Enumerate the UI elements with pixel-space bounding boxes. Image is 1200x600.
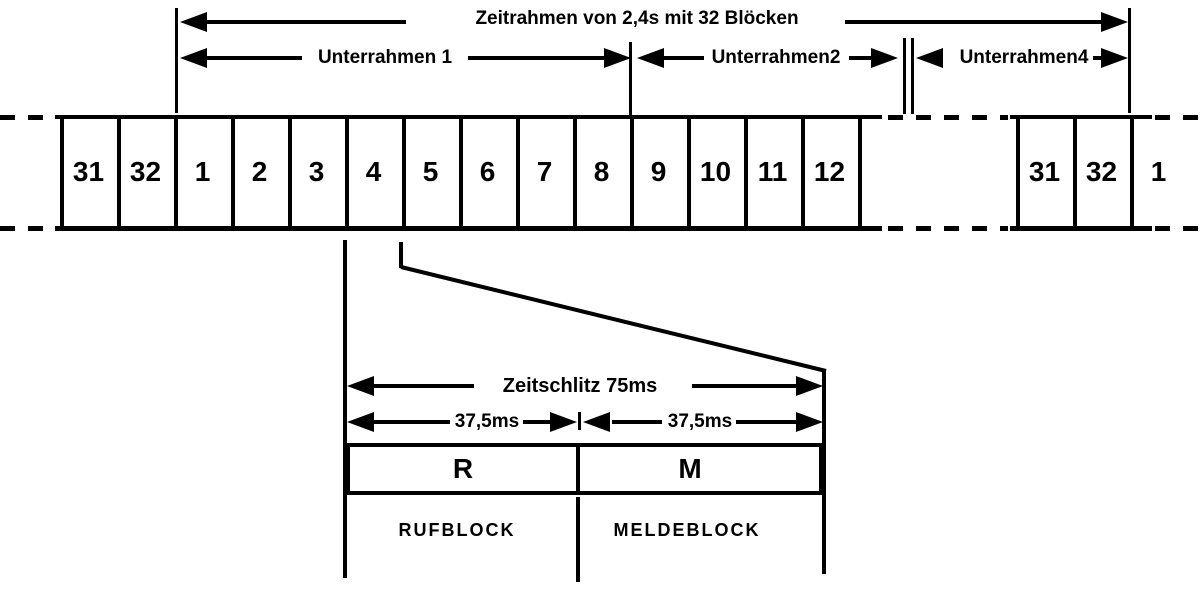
block-cell: 9: [650, 156, 667, 187]
block-cell: 8: [593, 156, 610, 187]
block-cell: 31: [1028, 156, 1061, 187]
rufblock-caption: RUFBLOCK: [398, 520, 516, 540]
block-cell: 6: [479, 156, 496, 187]
block-cell: 3: [308, 156, 325, 187]
block-cell: 31: [72, 156, 105, 187]
block-cell: 32: [1085, 156, 1118, 187]
timeframe-label: Zeitrahmen von 2,4s mit 32 Blöcken: [475, 8, 799, 29]
half1-label: 37,5ms: [454, 411, 520, 432]
block-cell: 7: [536, 156, 553, 187]
block-cell: 5: [422, 156, 439, 187]
half1-arrowhead-right-icon: [550, 412, 577, 432]
block-cell: 11: [757, 156, 788, 187]
block-cell: 1: [194, 156, 211, 187]
block-cell: 12: [813, 156, 846, 187]
half1-arrowhead-left-icon: [347, 412, 374, 432]
block-cell: 2: [251, 156, 268, 187]
slot-line-right: [692, 384, 796, 388]
meldeblock-caption: MELDEBLOCK: [613, 520, 761, 540]
half2-label: 37,5ms: [667, 411, 733, 432]
subframe4-label: Unterrahmen4: [959, 47, 1089, 68]
slot-arrowhead-left-icon: [347, 376, 374, 396]
block-cell: 1: [1150, 156, 1167, 187]
detail-middle-line: [576, 497, 580, 582]
subframe1-label: Unterrahmen 1: [317, 47, 453, 68]
rufblock-cell: R: [452, 453, 474, 484]
block-cell: 32: [129, 156, 162, 187]
half2-line-right: [736, 420, 796, 424]
slot-arrowhead-right-icon: [796, 376, 823, 396]
subframe2-label: Unterrahmen2: [711, 47, 841, 68]
half1-line-right: [523, 420, 551, 424]
half2-arrowhead-right-icon: [796, 412, 823, 432]
block-cell: 4: [365, 156, 382, 187]
slot-line-left: [374, 384, 474, 388]
slot-label: Zeitschlitz 75ms: [502, 375, 658, 397]
block-cell: 10: [699, 156, 732, 187]
meldeblock-cell: M: [678, 453, 702, 484]
halves-tick-line: [578, 412, 581, 430]
